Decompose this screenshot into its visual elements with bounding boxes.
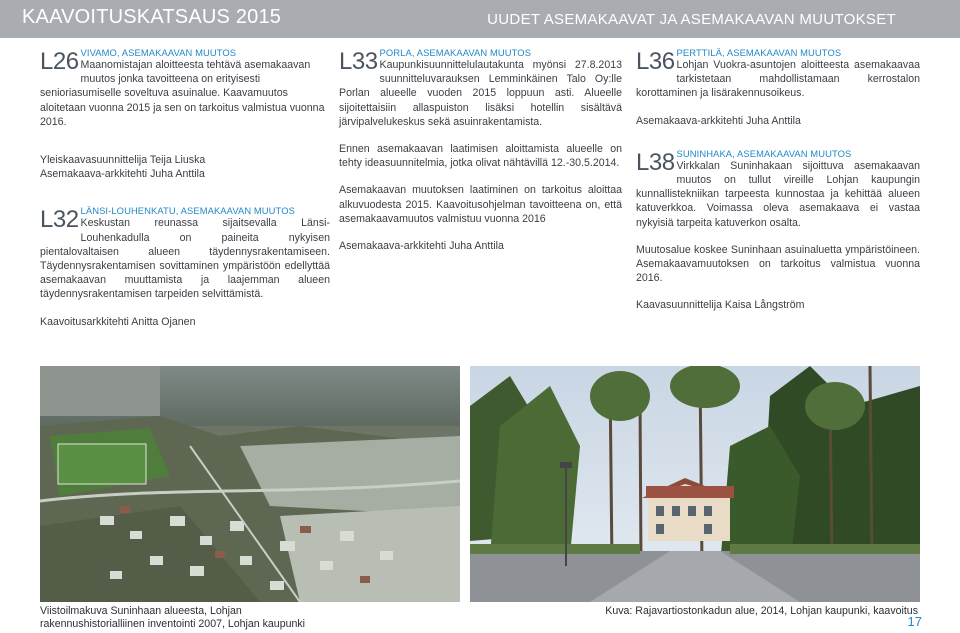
staff-line: Asemakaava-arkkitehti Juha Anttila <box>339 240 504 253</box>
publication-title: KAAVOITUSKATSAUS 2015 <box>22 6 282 28</box>
entry-body: Maanomistajan aloitteesta tehtävä asemakaavan muutos jonka tavoitteena on erityisesti senioriasumiselle soveltuva asuinalue. Kaavamuutos aloitetaan vuonna 2015 ja sen on tarkoitus valmistua vuonna 2016. <box>40 59 325 128</box>
aerial-photo <box>40 366 460 602</box>
column-1 <box>40 47 330 329</box>
entry-l26 <box>40 47 330 129</box>
staff-line: Yleiskaavasuunnittelija Teija Liuska <box>40 154 206 167</box>
entry-code: L32 <box>40 206 79 234</box>
section-title: UUDET ASEMAKAAVAT JA ASEMAKAAVAN MUUTOKSET <box>487 11 896 28</box>
entry-code: L26 <box>40 48 79 75</box>
entry-l32 <box>40 205 330 301</box>
paragraph: Ennen asemakaavan laatimisen aloittamista alueelle on tehty ideasuunnitelmia, jotka olivat nähtävillä 12.-30.5.2014. <box>339 143 622 170</box>
entry-body: Virkkalan Suninhakaan sijoittuva asemakaavan muutos on tullut vireille Lohjan kaupungin kunnallistekniikan tarpeesta kunnostaa ja kehittää alueen katuverkkoa. Voimassa oleva asemakaava ei vastaa nykyisiä tarpeita katuverkon osalta. <box>636 159 920 229</box>
caption-left: Viistoilmakuva Suninhaan alueesta, Lohjan rakennushistorialliinen inventointi 2007, Lohjan kaupunki <box>40 605 306 630</box>
staff-line: Asemakaava-arkkitehti Juha Anttila <box>40 168 205 181</box>
street-photo-image <box>470 366 920 602</box>
entry-l36 <box>636 47 920 101</box>
caption-right: Kuva: Rajavartiostonkadun alue, 2014, Lohjan kaupunki, kaavoitus <box>605 605 918 617</box>
entry-code: L38 <box>636 148 675 176</box>
aerial-photo-image <box>40 366 460 602</box>
entry-kicker: PERTTILÄ, ASEMAKAAVAN MUUTOS <box>676 47 842 58</box>
staff-line: Kaavoitusarkkitehti Anitta Ojanen <box>40 315 196 328</box>
entry-code: L33 <box>339 48 378 75</box>
entry-kicker: SUNINHAKA, ASEMAKAAVAN MUUTOS <box>676 147 852 159</box>
entry-kicker: VIVAMO, ASEMAKAAVAN MUUTOS <box>80 47 237 58</box>
entry-kicker: PORLA, ASEMAKAAVAN MUUTOS <box>379 47 532 58</box>
entry-body: Lohjan Vuokra-asuntojen aloitteesta asemakaavaa tarkistetaan mahdollistamaan kerrostalon korottaminen ja lisärakennusoikeus. <box>636 59 920 100</box>
entry-body: Keskustan reunassa sijaitsevalla Länsi-Louhenkadulla on paineita nykyisen pientalovaltaisen alueen täydennysrakentamiseen. Täydennysrakentamisen sovittaminen ympäristöön edellyttää asemakaavan muuttamista ja laajemman alueen täydennysrakentamisen tarpeiden selvittämistä. <box>40 217 330 301</box>
street-photo <box>470 366 920 602</box>
entry-body: Kaupunkisuunnittelulautakunta myönsi 27.8.2013 suunnitteluvarauksen Lemminkäinen Talo Oy:lle Porlan alueelle vuoden 2015 loppuun asti. Alueelle sijoitettaisiin allaspuiston lisäksi hotellin sisältävä järvipalvelukeskus sekä asuinrakentamista. <box>339 59 622 128</box>
paragraph: Muutosalue koskee Suninhaan asuinaluetta ympäristöineen. Asemakaavamuutoksen on tarkoitus valmistua vuonna 2016. <box>636 243 920 285</box>
entry-kicker: LÄNSI-LOUHENKATU, ASEMAKAAVAN MUUTOS <box>80 205 295 217</box>
page-header <box>0 0 960 38</box>
staff-line: Asemakaava-arkkitehti Juha Anttila <box>636 114 801 127</box>
paragraph: Asemakaavan muutoksen laatiminen on tarkoitus aloittaa alkuvuodesta 2015. Kaavoitusohjelman tavoitteena on, että asemakaavamuutos valmistuu vuonna 2016 <box>339 184 622 225</box>
entry-code: L36 <box>636 48 675 75</box>
column-2 <box>339 47 622 253</box>
entry-l38 <box>636 148 920 230</box>
column-3 <box>636 47 920 313</box>
page-number: 17 <box>907 614 922 629</box>
entry-l33 <box>339 47 622 129</box>
staff-line: Kaavasuunnittelija Kaisa Långström <box>636 299 805 312</box>
